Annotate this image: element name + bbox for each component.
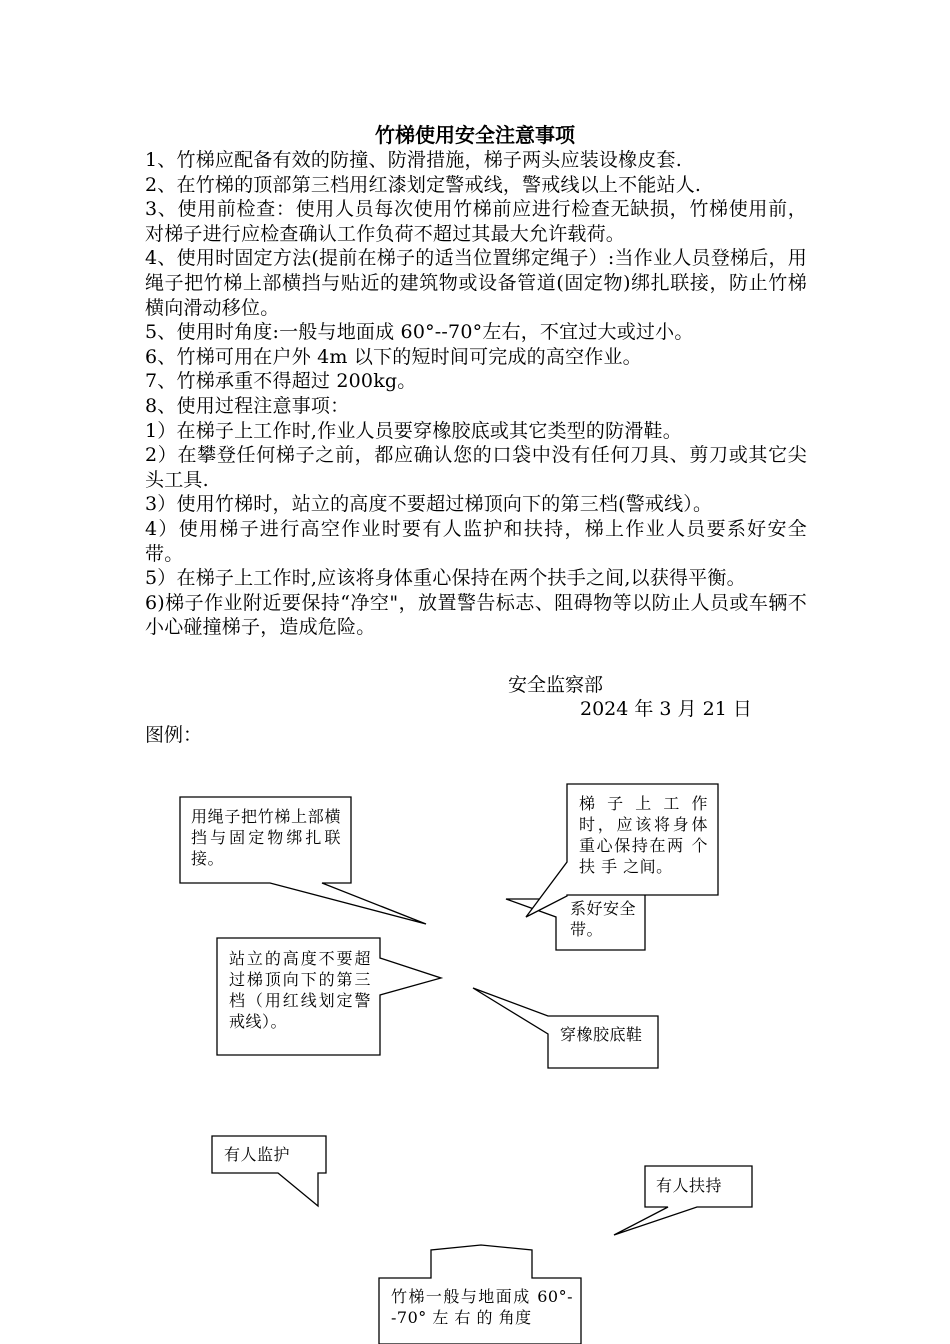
document-title: 竹梯使用安全注意事项: [375, 123, 575, 147]
paragraph-5: 5、使用时角度:一般与地面成 60°--70°左右，不宜过大或过小。: [145, 321, 694, 344]
legend-label: 图例：: [145, 724, 203, 746]
callout-standing-height: 站立的高度不要超过梯顶向下的第三档（用红线划定警戒线）。: [229, 949, 371, 1031]
paragraph-8-4: 4）使用梯子进行高空作业时要有人监护和扶持，梯上作业人员要系好安全带。: [145, 517, 807, 565]
paragraph-8-6: 6)梯子作业附近要保持“净空"，放置警告标志、阻碍物等以防止人员或车辆不小心碰撞梯子，造成危险。: [145, 591, 807, 639]
paragraph-2: 2、在竹梯的顶部第三档用红漆划定警戒线，警戒线以上不能站人.: [145, 173, 702, 196]
callout-angle: 竹梯一般与地面成 60°--70° 左 右 的 角度: [391, 1287, 573, 1327]
paragraph-1: 1、竹梯应配备有效的防撞、防滑措施，梯子两头应装设橡皮套.: [145, 149, 682, 171]
paragraph-7: 7、竹梯承重不得超过 200kg。: [145, 370, 417, 393]
paragraph-8-3: 3）使用竹梯时，站立的高度不要超过梯顶向下的第三档(警戒线）。: [145, 493, 713, 516]
paragraph-6: 6、竹梯可用在户外 4m 以下的短时间可完成的高空作业。: [145, 345, 642, 368]
callout-rope-tie: 用绳子把竹梯上部横挡与固定物绑扎联接。: [191, 807, 341, 868]
callout-holding: 有人扶持: [656, 1176, 723, 1195]
signature-date: 2024 年 3 月 21 日: [580, 698, 752, 720]
signature-department: 安全监察部: [508, 674, 604, 696]
paragraph-4: 4、使用时固定方法(提前在梯子的适当位置绑定绳子）:当作业人员登梯后，用绳子把竹梯上部横挡与贴近的建筑物或设备管道(固定物)绑扎联接，防止竹梯横向滑动移位。: [145, 247, 807, 319]
paragraph-8-1: 1）在梯子上工作时,作业人员要穿橡胶底或其它类型的防滑鞋。: [145, 419, 682, 442]
paragraph-8-2: 2）在攀登任何梯子之前，都应确认您的口袋中没有任何刀具、剪刀或其它尖头工具.: [145, 444, 807, 491]
callout-supervision: 有人监护: [224, 1145, 291, 1164]
callout-rubber-shoes: 穿橡胶底鞋: [560, 1025, 643, 1044]
callout-center-of-gravity: 梯 子 上 工 作时，应该将身体重心保持在两 个 扶 手 之间。: [579, 794, 708, 876]
callout-safety-belt: 系好安全带。: [570, 899, 636, 939]
paragraph-8: 8、使用过程注意事项：: [145, 394, 350, 417]
paragraph-3: 3、使用前检查：使用人员每次使用竹梯前应进行检查无缺损，竹梯使用前，对梯子进行应检查确认工作负荷不超过其最大允许载荷。: [145, 198, 807, 245]
paragraph-8-5: 5）在梯子上工作时,应该将身体重心保持在两个扶手之间,以获得平衡。: [145, 567, 746, 590]
